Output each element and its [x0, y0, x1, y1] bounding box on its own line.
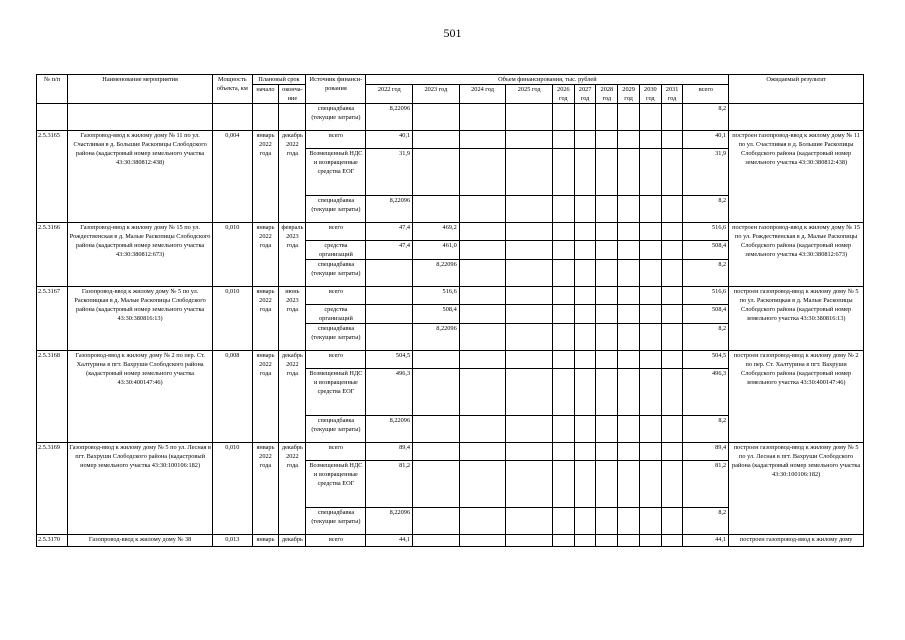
header-year: 2030 год: [639, 85, 661, 104]
value-2022: [366, 260, 413, 287]
end-date: [279, 104, 306, 131]
row-number: 2.5.3168: [37, 351, 68, 443]
expected-result: построен газопровод-ввод к жилому дому № 5 по ул. Раскопицкая в д. Малые Раскопицы Слободского района (кадастровый номер земельного участка 43:30:380816:13): [729, 287, 864, 351]
value-empty: [552, 461, 574, 508]
capacity-value: 0,010: [213, 223, 252, 287]
value-empty: [459, 196, 506, 223]
event-name: Газопровод-ввод к жилому дому № 15 по ул. Рождественская в д. Малые Раскопицы Слободского района (кадастровый номер земельного участка 43:30:380812:673): [68, 223, 213, 287]
value-empty: [552, 131, 574, 149]
funding-source: всего: [306, 131, 366, 149]
start-date: январь: [252, 535, 279, 547]
header-total: всего: [683, 85, 729, 104]
capacity-value: 0,010: [213, 443, 252, 535]
value-empty: [506, 305, 553, 324]
value-empty: [661, 508, 683, 535]
value-empty: [574, 223, 596, 241]
value-empty: [574, 443, 596, 461]
value-empty: [596, 461, 618, 508]
value-empty: [661, 260, 683, 287]
value-empty: [596, 149, 618, 196]
start-date: [252, 104, 279, 131]
value-empty: [574, 287, 596, 305]
row-number: [37, 104, 68, 131]
value-empty: [574, 369, 596, 416]
value-empty: [661, 287, 683, 305]
value-2023: [413, 416, 460, 443]
value-empty: [574, 241, 596, 260]
value-2022: 8,22096: [366, 416, 413, 443]
funding-source: средства организаций: [306, 305, 366, 324]
value-empty: [506, 223, 553, 241]
funding-source: Возмещенный НДС и возвращенные средства ЕОГ: [306, 149, 366, 196]
value-2022: 496,3: [366, 369, 413, 416]
value-empty: [639, 324, 661, 351]
value-empty: [506, 416, 553, 443]
value-2022: 31,9: [366, 149, 413, 196]
value-2023: 461,0: [413, 241, 460, 260]
value-empty: [661, 324, 683, 351]
funding-source: средства организаций: [306, 241, 366, 260]
value-empty: [552, 223, 574, 241]
header-capacity: Мощность объекта, км: [213, 75, 252, 104]
value-empty: [552, 351, 574, 369]
table-row: [37, 104, 864, 131]
header-start: начало: [252, 85, 279, 104]
value-empty: [661, 351, 683, 369]
value-empty: [596, 508, 618, 535]
row-number: 2.5.3166: [37, 223, 68, 287]
value-total: 8,2: [683, 416, 729, 443]
value-2022: 81,2: [366, 461, 413, 508]
header-year: 2029 год: [618, 85, 640, 104]
start-date: январь 2022 года: [252, 131, 279, 223]
header-result: Ожидаемый результат: [729, 75, 864, 104]
event-name: Газопровод-ввод к жилому дому № 2 по пер. Ст. Халтурина в пгт. Вахруши Слободского района (кадастровый номер земельного участка 43:30:400147:46): [68, 351, 213, 443]
funding-source: всего: [306, 351, 366, 369]
value-2023: [413, 369, 460, 416]
value-empty: [506, 241, 553, 260]
value-empty: [618, 104, 640, 131]
value-total: 516,6: [683, 287, 729, 305]
value-total: 8,2: [683, 104, 729, 131]
value-empty: [639, 369, 661, 416]
value-2023: 516,6: [413, 287, 460, 305]
funding-source: спецнадбавка (текущие затраты): [306, 196, 366, 223]
funding-source: спецнадбавка (текущие затраты): [306, 324, 366, 351]
value-empty: [459, 131, 506, 149]
value-2023: [413, 196, 460, 223]
capacity-value: 0,013: [213, 535, 252, 547]
row-number: 2.5.3165: [37, 131, 68, 223]
funding-source: всего: [306, 223, 366, 241]
value-empty: [459, 416, 506, 443]
value-empty: [574, 260, 596, 287]
header-year: 2024 год: [459, 85, 506, 104]
row-number: 2.5.3169: [37, 443, 68, 535]
value-empty: [618, 324, 640, 351]
value-empty: [596, 535, 618, 547]
header-end: оконча-ние: [279, 85, 306, 104]
value-empty: [506, 104, 553, 131]
value-empty: [639, 351, 661, 369]
value-empty: [618, 416, 640, 443]
event-name: Газопровод-ввод к жилому дому № 11 по ул. Счастливая в д. Большие Раскопицы Слободского района (кадастровый номер земельного участка 43:30:380812:438): [68, 131, 213, 223]
funding-source: спецнадбавка (текущие затраты): [306, 416, 366, 443]
start-date: январь 2022 года: [252, 287, 279, 351]
table-row: [37, 287, 864, 305]
value-empty: [639, 416, 661, 443]
value-empty: [459, 305, 506, 324]
value-empty: [574, 535, 596, 547]
value-2022: [366, 287, 413, 305]
value-empty: [552, 535, 574, 547]
value-empty: [596, 196, 618, 223]
funding-table: [36, 74, 864, 547]
value-empty: [618, 287, 640, 305]
value-2022: 89,4: [366, 443, 413, 461]
capacity-value: [213, 104, 252, 131]
funding-source: спецнадбавка (текущие затраты): [306, 508, 366, 535]
value-empty: [639, 443, 661, 461]
value-total: 8,2: [683, 508, 729, 535]
end-date: декабрь 2022 года: [279, 351, 306, 443]
value-empty: [639, 535, 661, 547]
value-empty: [552, 324, 574, 351]
header-year: 2023 год: [413, 85, 460, 104]
expected-result: построен газопровод-ввод к жилому дому № 15 по ул. Рождественская в д. Малые Раскопицы Слободского района (кадастровый номер земельного участка 43:30:380812:673): [729, 223, 864, 287]
value-empty: [459, 241, 506, 260]
value-2023: [413, 131, 460, 149]
end-date: декабрь: [279, 535, 306, 547]
value-2023: [413, 149, 460, 196]
value-empty: [596, 416, 618, 443]
value-total: 504,5: [683, 351, 729, 369]
value-total: 508,4: [683, 241, 729, 260]
value-empty: [506, 324, 553, 351]
page-number: 501: [443, 26, 462, 40]
value-empty: [574, 196, 596, 223]
value-empty: [574, 149, 596, 196]
header-source: Источник финанси-рования: [306, 75, 366, 104]
value-empty: [596, 324, 618, 351]
value-empty: [552, 104, 574, 131]
table-body: [37, 104, 864, 547]
value-empty: [459, 260, 506, 287]
value-empty: [639, 241, 661, 260]
value-empty: [618, 351, 640, 369]
value-total: 40,1: [683, 131, 729, 149]
value-empty: [661, 131, 683, 149]
expected-result: построен газопровод-ввод к жилому дому: [729, 535, 864, 547]
value-empty: [459, 104, 506, 131]
value-2022: 47,4: [366, 241, 413, 260]
value-2022: 8,22096: [366, 104, 413, 131]
value-empty: [596, 443, 618, 461]
value-empty: [459, 149, 506, 196]
capacity-value: 0,010: [213, 287, 252, 351]
value-empty: [459, 535, 506, 547]
value-empty: [618, 461, 640, 508]
value-empty: [639, 131, 661, 149]
end-date: февраль 2023 года: [279, 223, 306, 287]
value-empty: [459, 223, 506, 241]
header-funding: Объем финансирования, тыс. рублей: [366, 75, 729, 85]
expected-result: построен газопровод-ввод к жилому дому № 5 по ул. Лесная в пгт. Вахруши Слободского района (кадастровый номер земельного участка 43:30:100106:182): [729, 443, 864, 535]
value-2022: 504,5: [366, 351, 413, 369]
value-empty: [574, 351, 596, 369]
end-date: декабрь 2022 года: [279, 131, 306, 223]
value-empty: [596, 305, 618, 324]
capacity-value: 0,008: [213, 351, 252, 443]
value-empty: [552, 260, 574, 287]
value-empty: [459, 351, 506, 369]
header-year: 2031 год: [661, 85, 683, 104]
value-2022: [366, 324, 413, 351]
value-empty: [506, 443, 553, 461]
value-empty: [552, 443, 574, 461]
value-2022: [366, 305, 413, 324]
header-year: 2027 год: [574, 85, 596, 104]
value-empty: [639, 149, 661, 196]
value-empty: [618, 196, 640, 223]
value-empty: [552, 305, 574, 324]
value-total: 81,2: [683, 461, 729, 508]
value-empty: [661, 305, 683, 324]
value-total: 8,2: [683, 260, 729, 287]
value-empty: [506, 351, 553, 369]
value-empty: [596, 369, 618, 416]
value-2023: [413, 508, 460, 535]
value-empty: [552, 369, 574, 416]
value-2023: 508,4: [413, 305, 460, 324]
value-empty: [506, 196, 553, 223]
value-empty: [552, 149, 574, 196]
value-empty: [574, 508, 596, 535]
value-empty: [639, 287, 661, 305]
value-2023: [413, 443, 460, 461]
value-total: 89,4: [683, 443, 729, 461]
value-2022: 40,1: [366, 131, 413, 149]
table-row: [37, 535, 864, 547]
value-empty: [618, 443, 640, 461]
value-empty: [596, 131, 618, 149]
start-date: январь 2022 года: [252, 223, 279, 287]
value-2023: 8,22096: [413, 324, 460, 351]
value-empty: [639, 305, 661, 324]
value-empty: [661, 104, 683, 131]
header-no: № п/п: [37, 75, 68, 104]
value-empty: [459, 369, 506, 416]
value-2022: 8,22096: [366, 196, 413, 223]
row-number: 2.5.3167: [37, 287, 68, 351]
value-2023: [413, 351, 460, 369]
value-empty: [506, 131, 553, 149]
value-2023: 8,22096: [413, 260, 460, 287]
value-empty: [639, 223, 661, 241]
value-empty: [596, 260, 618, 287]
value-2023: [413, 535, 460, 547]
value-empty: [618, 535, 640, 547]
value-empty: [618, 305, 640, 324]
event-name: Газопровод-ввод к жилому дому № 5 по ул. Раскопицкая в д. Малые Раскопицы Слободского района (кадастровый номер земельного участка 43:30:380816:13): [68, 287, 213, 351]
value-empty: [639, 508, 661, 535]
value-empty: [618, 149, 640, 196]
funding-source: Возмещенный НДС и возвращенные средства ЕОГ: [306, 461, 366, 508]
value-empty: [661, 535, 683, 547]
value-empty: [661, 149, 683, 196]
value-total: 8,2: [683, 324, 729, 351]
value-empty: [639, 104, 661, 131]
event-name: [68, 104, 213, 131]
value-empty: [506, 461, 553, 508]
value-empty: [596, 241, 618, 260]
value-empty: [459, 324, 506, 351]
table-row: [37, 223, 864, 241]
value-empty: [618, 369, 640, 416]
row-number: 2.5.3170: [37, 535, 68, 547]
capacity-value: 0,004: [213, 131, 252, 223]
value-empty: [552, 508, 574, 535]
value-empty: [596, 104, 618, 131]
value-empty: [596, 223, 618, 241]
value-empty: [574, 324, 596, 351]
value-empty: [506, 508, 553, 535]
value-empty: [639, 461, 661, 508]
funding-source: всего: [306, 287, 366, 305]
funding-source: Возмещенный НДС и возвращенные средства ЕОГ: [306, 369, 366, 416]
value-2022: 44,1: [366, 535, 413, 547]
value-empty: [574, 131, 596, 149]
value-2022: 47,4: [366, 223, 413, 241]
value-empty: [506, 535, 553, 547]
value-empty: [506, 287, 553, 305]
start-date: январь 2022 года: [252, 443, 279, 535]
value-empty: [618, 508, 640, 535]
expected-result: [729, 104, 864, 131]
value-empty: [661, 241, 683, 260]
funding-source: спецнадбавка (текущие затраты): [306, 104, 366, 131]
value-empty: [618, 260, 640, 287]
value-empty: [596, 351, 618, 369]
value-empty: [639, 260, 661, 287]
value-empty: [661, 223, 683, 241]
value-empty: [506, 260, 553, 287]
event-name: Газопровод-ввод к жилому дому № 5 по ул. Лесная в пгт. Вахруши Слободского района (кадастровый номер земельного участка 43:30:100106:182): [68, 443, 213, 535]
end-date: декабрь 2022 года: [279, 443, 306, 535]
value-empty: [661, 443, 683, 461]
start-date: январь 2022 года: [252, 351, 279, 443]
value-empty: [618, 131, 640, 149]
header-year: 2028 год: [596, 85, 618, 104]
value-total: 516,6: [683, 223, 729, 241]
header-row: [37, 75, 864, 85]
value-empty: [574, 461, 596, 508]
value-empty: [574, 104, 596, 131]
value-empty: [596, 287, 618, 305]
value-empty: [661, 369, 683, 416]
header-term: Плановый срок: [252, 75, 306, 85]
value-2023: 469,2: [413, 223, 460, 241]
expected-result: построен газопровод-ввод к жилому дому № 11 по ул. Счастливая в д. Большие Раскопицы Слободского района (кадастровый номер земельного участка 43:30:380812:438): [729, 131, 864, 223]
funding-source: спецнадбавка (текущие затраты): [306, 260, 366, 287]
value-empty: [506, 149, 553, 196]
value-2022: 8,22096: [366, 508, 413, 535]
table-row: [37, 443, 864, 461]
value-empty: [552, 287, 574, 305]
value-total: 496,3: [683, 369, 729, 416]
table-row: [37, 351, 864, 369]
value-empty: [459, 443, 506, 461]
header-year: 2022 год: [366, 85, 413, 104]
value-empty: [506, 369, 553, 416]
value-empty: [552, 196, 574, 223]
end-date: июнь 2023 года: [279, 287, 306, 351]
funding-source: всего: [306, 535, 366, 547]
value-empty: [574, 305, 596, 324]
value-empty: [574, 416, 596, 443]
value-empty: [459, 461, 506, 508]
value-empty: [661, 461, 683, 508]
value-total: 31,9: [683, 149, 729, 196]
table-row: [37, 131, 864, 149]
value-empty: [618, 223, 640, 241]
header-name: Наименование мероприятия: [68, 75, 213, 104]
header-year: 2025 год: [506, 85, 553, 104]
value-total: 8,2: [683, 196, 729, 223]
event-name: Газопровод-ввод к жилому дому № 38: [68, 535, 213, 547]
value-empty: [661, 196, 683, 223]
value-empty: [661, 416, 683, 443]
funding-source: всего: [306, 443, 366, 461]
value-2023: [413, 104, 460, 131]
value-total: 44,1: [683, 535, 729, 547]
value-empty: [459, 508, 506, 535]
value-empty: [618, 241, 640, 260]
value-empty: [552, 416, 574, 443]
value-empty: [459, 287, 506, 305]
value-empty: [552, 241, 574, 260]
expected-result: построен газопровод-ввод к жилому дому № 2 по пер. Ст. Халтурина в пгт. Вахруши Слободского района (кадастровый номер земельного участка 43:30:400147:46): [729, 351, 864, 443]
value-empty: [639, 196, 661, 223]
value-2023: [413, 461, 460, 508]
value-total: 508,4: [683, 305, 729, 324]
header-year: 2026 год: [552, 85, 574, 104]
